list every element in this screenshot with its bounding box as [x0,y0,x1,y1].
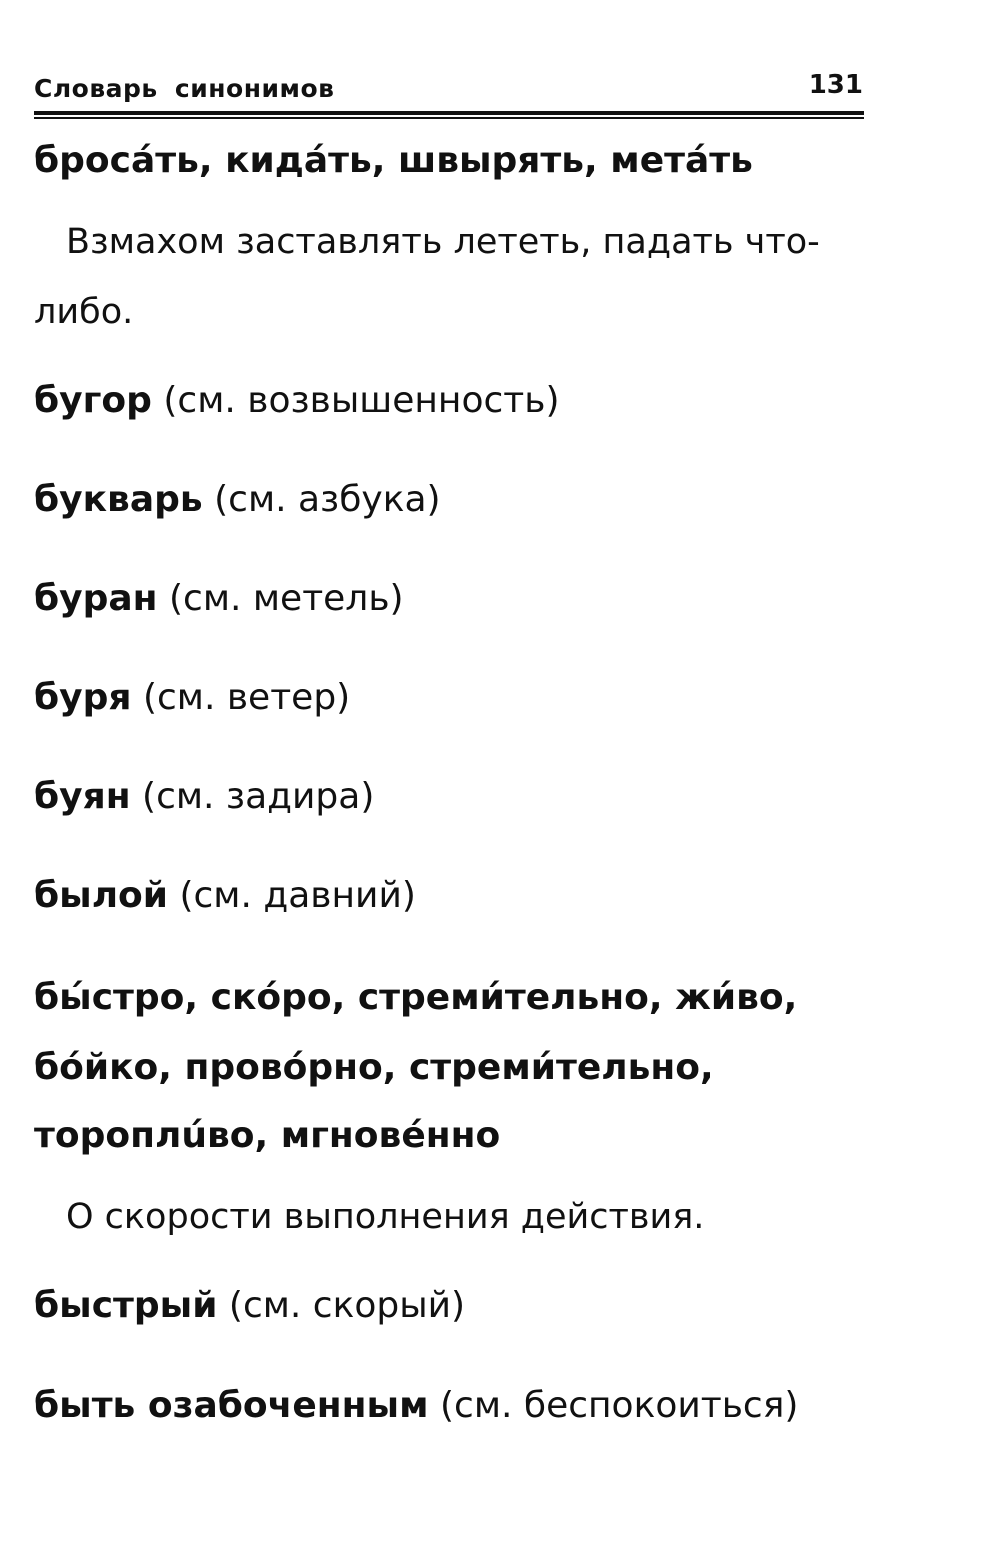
entry-headword: бугор [34,380,152,421]
entry-definition: О скорости выполнения действия. [66,1197,705,1237]
entry-cross-reference: (см. возвышенность) [163,380,560,421]
entry-headword: буря [34,677,132,718]
entry-cross-reference: (см. задира) [142,776,375,817]
entry-row [34,1285,465,1326]
entry-row [34,380,560,421]
header-rule-thin [34,117,864,119]
entry-headword: буян [34,776,131,817]
entry-definition: либо. [34,292,134,332]
entry-headword: буран [34,578,158,619]
entry-row [34,776,374,817]
entry-headword: былой [34,875,169,916]
entry-definition: Взмахом заставлять лететь, падать что- [66,222,820,262]
header-rule [34,111,864,115]
entry-row [34,479,441,520]
entry-headword: бóйко, провóрно, стреми́тельно, [34,1047,714,1088]
entry-headword: быстрый [34,1285,218,1326]
entry-row [34,1385,798,1426]
entry-headword: букварь [34,479,203,520]
entry-cross-reference: (см. скорый) [228,1285,466,1326]
entry-headword: бы́стро, скóро, стреми́тельно, жи́во, [34,977,798,1018]
entry-cross-reference: (см. азбука) [214,479,441,520]
entry-headword: быть озабоченным [34,1385,429,1426]
entry-cross-reference: (см. метель) [169,578,404,619]
entry-headword: бросáть, кидáть, швырять, метáть [34,140,753,181]
entry-headword: тороплúво, мгновéнно [34,1115,501,1156]
entry-cross-reference: (см. беспокоиться) [439,1385,799,1426]
entry-row [34,578,404,619]
running-header-title: Словарь синонимов [34,74,335,103]
entry-cross-reference: (см. давний) [179,875,416,916]
page-number: 131 [808,70,863,100]
entry-row [34,677,350,718]
entry-row [34,875,416,916]
entry-cross-reference: (см. ветер) [142,677,351,718]
